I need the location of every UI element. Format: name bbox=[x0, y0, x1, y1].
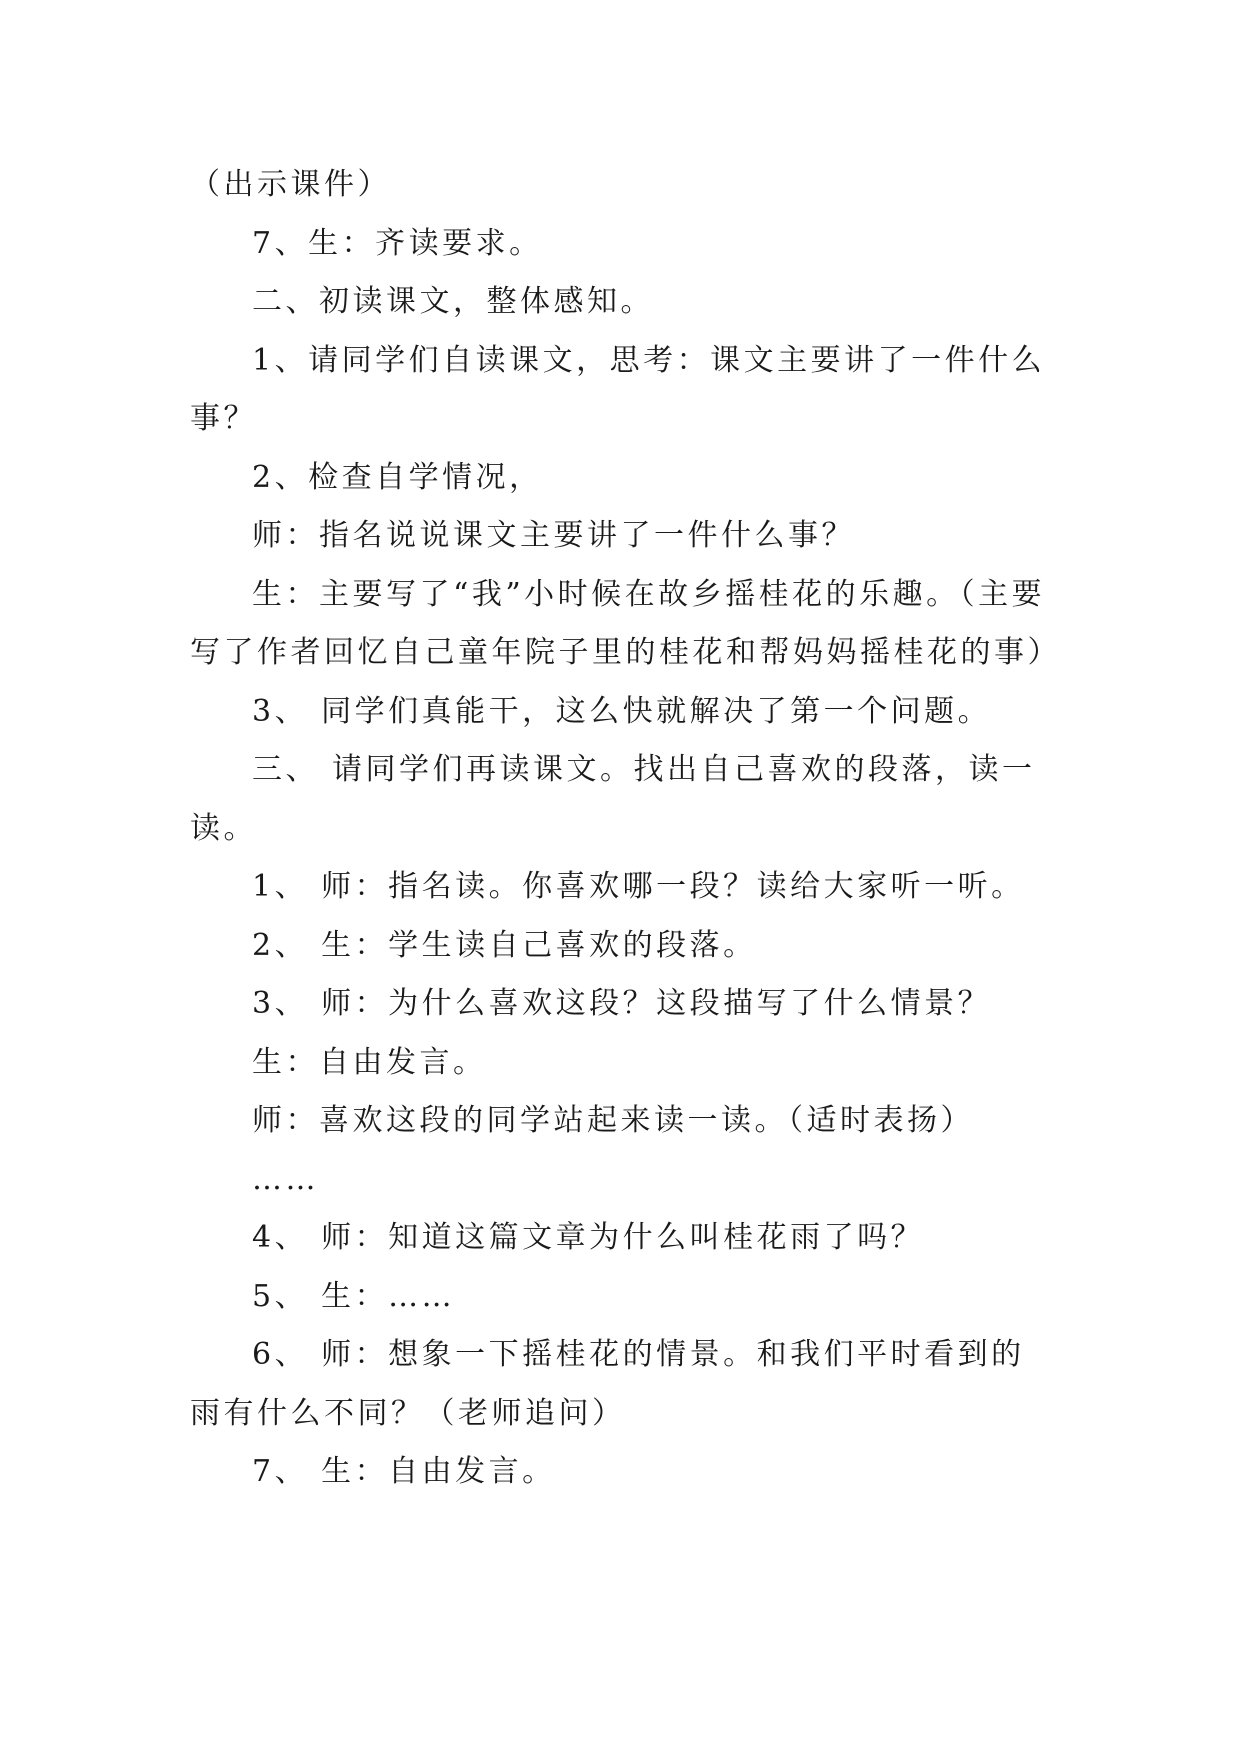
section-heading-first-reading: 二、初读课文，整体感知。 bbox=[252, 284, 654, 319]
paragraph-teacher-question: 师：指名说说课文主要讲了一件什么事？ bbox=[252, 518, 855, 553]
paragraph-item-7-student: 7、 生：自由发言。 bbox=[252, 1454, 556, 1489]
paragraph-student-free-speech: 生：自由发言。 bbox=[252, 1044, 487, 1080]
paragraph-item-2-student: 2、 生：学生读自己喜欢的段落。 bbox=[252, 927, 757, 963]
paragraph-item-1-teacher: 1、 师：指名读。你喜欢哪一段？读给大家听一听。 bbox=[252, 869, 1025, 904]
paragraph-item-6-teacher: 6、 师：想象一下摇桂花的情景。和我们平时看到的雨有什么不同？（老师追问） bbox=[190, 1337, 1025, 1431]
paragraph-teacher-praise: 师：喜欢这段的同学站起来读一读。（适时表扬） bbox=[252, 1103, 974, 1138]
paragraph-item-4-teacher: 4、 师：知道这篇文章为什么叫桂花雨了吗？ bbox=[252, 1220, 925, 1255]
paragraph-step-1-self-read: 1、请同学们自读课文，思考：课文主要讲了一件什么事？ bbox=[190, 342, 1046, 436]
paragraph-step-7-read-requirements: 7、生：齐读要求。 bbox=[252, 225, 543, 261]
paragraph-item-3-teacher: 3、 师：为什么喜欢这段？这段描写了什么情景？ bbox=[252, 986, 992, 1021]
paragraph-ellipsis: …… bbox=[252, 1161, 319, 1197]
paragraph-item-5-student: 5、 生：…… bbox=[252, 1278, 456, 1314]
paragraph-student-answer: 生：主要写了“我”小时候在故乡摇桂花的乐趣。（主要写了作者回忆自己童年院子里的桂花和帮妈妈摇桂花的事） bbox=[190, 576, 1061, 670]
paragraph-step-3-praise: 3、 同学们真能干，这么快就解决了第一个问题。 bbox=[252, 693, 992, 729]
section-heading-reread: 三、 请同学们再读课文。找出自己喜欢的段落，读一读。 bbox=[190, 752, 1036, 846]
paragraph-show-courseware: （出示课件） bbox=[190, 167, 391, 202]
paragraph-step-2-check: 2、检查自学情况， bbox=[252, 459, 543, 495]
document-body bbox=[190, 156, 1061, 1502]
